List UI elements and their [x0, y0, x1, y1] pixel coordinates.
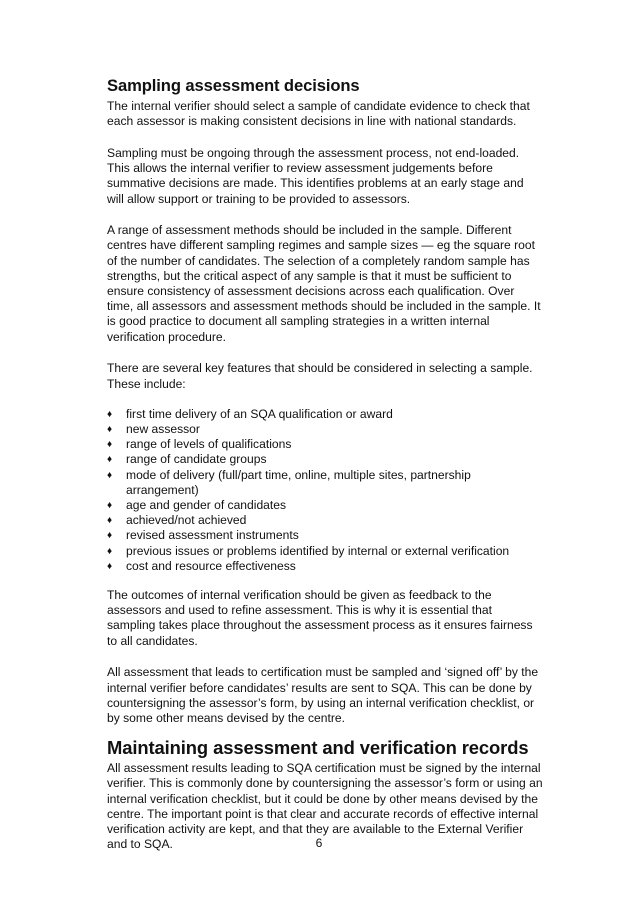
section-heading-sampling: Sampling assessment decisions: [107, 76, 360, 95]
list-item: [107, 437, 543, 452]
section-heading-records: Maintaining assessment and verification records: [107, 737, 529, 759]
list-item: [107, 422, 543, 437]
list-item-text: mode of delivery (full/part time, online, multiple sites, partnership arrangement): [126, 467, 471, 497]
diamond-bullet-icon: ♦: [107, 469, 113, 481]
list-item: [107, 513, 543, 528]
list-item: [107, 544, 543, 559]
list-item-text: new assessor: [126, 421, 200, 436]
list-item-text: achieved/not achieved: [126, 513, 247, 528]
paragraph: A range of assessment methods should be included in the sample. Different centres have different sampling regimes and sample sizes — eg the square root of the number of candidates. The selection of a completely random sample has strengths, but the critical aspect of any sample is that it must be sufficient to ensure consistency of assessment decisions across each qualification. Over time, all assessors and assessment methods should be included in the sample. It is good practice to document all sampling strategies in a written internal verification procedure.: [107, 223, 541, 344]
page-number: 6: [315, 836, 323, 850]
list-item-text: range of candidate groups: [126, 452, 267, 467]
diamond-bullet-icon: ♦: [107, 515, 113, 527]
diamond-bullet-icon: ♦: [107, 423, 113, 435]
paragraph: All assessment results leading to SQA certification must be signed by the internal verifier. This is commonly done by countersigning the assessor’s form or using an internal verification checklist, but it could be done by other means devised by the centre. The important point is that clear and accurate records of effective internal verification activity are kept, and that they are available to the External Verifier and to SQA.: [107, 761, 543, 852]
diamond-bullet-icon: ♦: [107, 530, 113, 542]
list-item: [107, 468, 543, 498]
diamond-bullet-icon: ♦: [107, 499, 113, 511]
paragraph: The internal verifier should select a sample of candidate evidence to check that each assessor is making consistent decisions in line with national standards.: [107, 99, 530, 129]
diamond-bullet-icon: ♦: [107, 454, 113, 466]
list-item-text: cost and resource effectiveness: [126, 558, 296, 573]
list-item-text: revised assessment instruments: [126, 528, 299, 543]
list-item: [107, 559, 543, 574]
list-item: [107, 407, 543, 422]
paragraph: All assessment that leads to certification must be sampled and ‘signed off’ by the internal verifier before candidates’ results are sent to SQA. This can be done by countersigning the assessor’s form, by using an internal verification checklist, or by some other means devised by the centre.: [107, 665, 539, 725]
list-item: [107, 498, 543, 513]
diamond-bullet-icon: ♦: [107, 408, 113, 420]
paragraph: There are several key features that should be considered in selecting a sample. These include:: [107, 361, 533, 391]
list-item: [107, 528, 543, 543]
list-item-text: previous issues or problems identified by internal or external verification: [126, 543, 510, 558]
list-item-text: first time delivery of an SQA qualification or award: [126, 406, 393, 421]
sample-features-list: [107, 407, 543, 574]
paragraph: Sampling must be ongoing through the assessment process, not end-loaded. This allows the internal verifier to review assessment judgements before summative decisions are made. This identifies problems at an early stage and will allow support or training to be provided to assessors.: [107, 145, 524, 206]
diamond-bullet-icon: ♦: [107, 560, 113, 572]
page-content: [107, 76, 543, 852]
list-item: [107, 452, 543, 467]
list-item-text: age and gender of candidates: [126, 497, 287, 512]
paragraph: The outcomes of internal verification should be given as feedback to the assessors and used to refine assessment. This is why it is essential that sampling takes place throughout the assessment process as it ensures fairness to all candidates.: [107, 587, 533, 648]
diamond-bullet-icon: ♦: [107, 545, 113, 557]
diamond-bullet-icon: ♦: [107, 439, 113, 451]
list-item-text: range of levels of qualifications: [126, 437, 292, 452]
